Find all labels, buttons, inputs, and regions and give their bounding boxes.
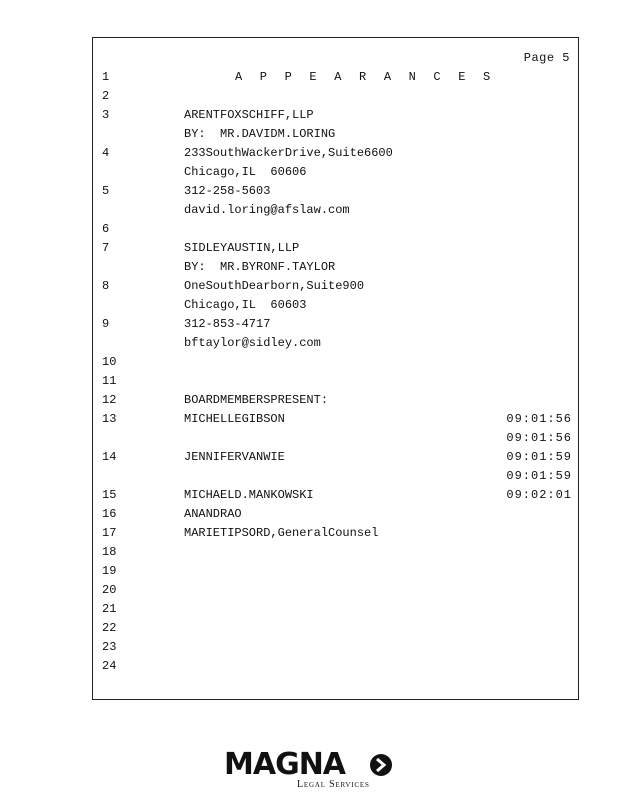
timestamp: 09:01:59 bbox=[506, 450, 572, 464]
transcript-line bbox=[93, 296, 578, 315]
transcript-line bbox=[93, 467, 578, 486]
line-text: 233SouthWackerDrive,Suite6600 bbox=[184, 146, 393, 160]
line-text: MICHAELD.MANKOWSKI bbox=[184, 488, 314, 502]
line-text: JENNIFERVANWIE bbox=[184, 450, 285, 464]
transcript-line bbox=[93, 353, 578, 372]
line-text: 312-258-5603 bbox=[184, 184, 271, 198]
transcript-line bbox=[93, 315, 578, 334]
transcript-line bbox=[93, 600, 578, 619]
line-number: 5 bbox=[102, 184, 110, 198]
transcript-line bbox=[93, 486, 578, 505]
timestamp: 09:02:01 bbox=[506, 488, 572, 502]
line-text: MARIETIPSORD,GeneralCounsel bbox=[184, 526, 379, 540]
line-number: 23 bbox=[102, 640, 117, 654]
line-number: 2 bbox=[102, 89, 110, 103]
chevron-right-icon bbox=[370, 754, 392, 776]
line-text: Chicago,IL 60606 bbox=[184, 165, 307, 179]
line-number: 14 bbox=[102, 450, 117, 464]
line-number: 1 bbox=[102, 70, 110, 84]
line-number: 24 bbox=[102, 659, 117, 673]
transcript-line bbox=[93, 68, 578, 87]
transcript-line bbox=[93, 334, 578, 353]
transcript-line bbox=[93, 87, 578, 106]
transcript-line bbox=[93, 372, 578, 391]
line-text: bftaylor@sidley.com bbox=[184, 336, 321, 350]
transcript-line bbox=[93, 448, 578, 467]
timestamp: 09:01:56 bbox=[506, 431, 572, 445]
transcript-line bbox=[93, 125, 578, 144]
transcript-line bbox=[93, 182, 578, 201]
timestamp: 09:01:56 bbox=[506, 412, 572, 426]
line-text: OneSouthDearborn,Suite900 bbox=[184, 279, 365, 293]
transcript-line bbox=[93, 201, 578, 220]
line-text: Chicago,IL 60603 bbox=[184, 298, 307, 312]
line-number: 18 bbox=[102, 545, 117, 559]
page-number: Page 5 bbox=[523, 51, 570, 65]
line-text: 312-853-4717 bbox=[184, 317, 271, 331]
line-number: 19 bbox=[102, 564, 117, 578]
magna-logo bbox=[224, 748, 396, 792]
transcript-line bbox=[93, 144, 578, 163]
line-text: BY: MR.BYRONF.TAYLOR bbox=[184, 260, 336, 274]
transcript-line bbox=[93, 220, 578, 239]
transcript-line bbox=[93, 581, 578, 600]
line-number: 15 bbox=[102, 488, 117, 502]
transcript-line bbox=[93, 657, 578, 676]
line-text: ARENTFOXSCHIFF,LLP bbox=[184, 108, 314, 122]
line-text: SIDLEYAUSTIN,LLP bbox=[184, 241, 300, 255]
transcript-line bbox=[93, 163, 578, 182]
transcript-line bbox=[93, 277, 578, 296]
line-number: 4 bbox=[102, 146, 110, 160]
line-number: 12 bbox=[102, 393, 117, 407]
line-number: 6 bbox=[102, 222, 110, 236]
transcript-line bbox=[93, 505, 578, 524]
line-number: 21 bbox=[102, 602, 117, 616]
transcript-line bbox=[93, 619, 578, 638]
line-number: 17 bbox=[102, 526, 117, 540]
line-number: 11 bbox=[102, 374, 117, 388]
transcript-line bbox=[93, 524, 578, 543]
transcript-line bbox=[93, 543, 578, 562]
logo-subtitle: Legal Services bbox=[297, 779, 370, 790]
transcript-line bbox=[93, 391, 578, 410]
line-number: 10 bbox=[102, 355, 117, 369]
transcript-line bbox=[93, 106, 578, 125]
transcript-line bbox=[93, 638, 578, 657]
logo-wordmark: MAGNA bbox=[224, 747, 346, 782]
line-number: 7 bbox=[102, 241, 110, 255]
line-text: BY: MR.DAVIDM.LORING bbox=[184, 127, 336, 141]
line-text: david.loring@afslaw.com bbox=[184, 203, 350, 217]
transcript-line bbox=[93, 258, 578, 277]
line-text: ANANDRAO bbox=[184, 507, 242, 521]
transcript-line bbox=[93, 239, 578, 258]
line-number: 3 bbox=[102, 108, 110, 122]
appearances-heading: A P P E A R A N C E S bbox=[235, 70, 496, 84]
line-number: 16 bbox=[102, 507, 117, 521]
line-number: 8 bbox=[102, 279, 110, 293]
transcript-line bbox=[93, 429, 578, 448]
line-text: BOARDMEMBERSPRESENT: bbox=[184, 393, 329, 407]
line-text: MICHELLEGIBSON bbox=[184, 412, 285, 426]
line-number: 13 bbox=[102, 412, 117, 426]
transcript-line bbox=[93, 562, 578, 581]
line-number: 20 bbox=[102, 583, 117, 597]
line-number: 22 bbox=[102, 621, 117, 635]
timestamp: 09:01:59 bbox=[506, 469, 572, 483]
transcript-line bbox=[93, 410, 578, 429]
line-number: 9 bbox=[102, 317, 110, 331]
transcript-page bbox=[92, 37, 579, 700]
